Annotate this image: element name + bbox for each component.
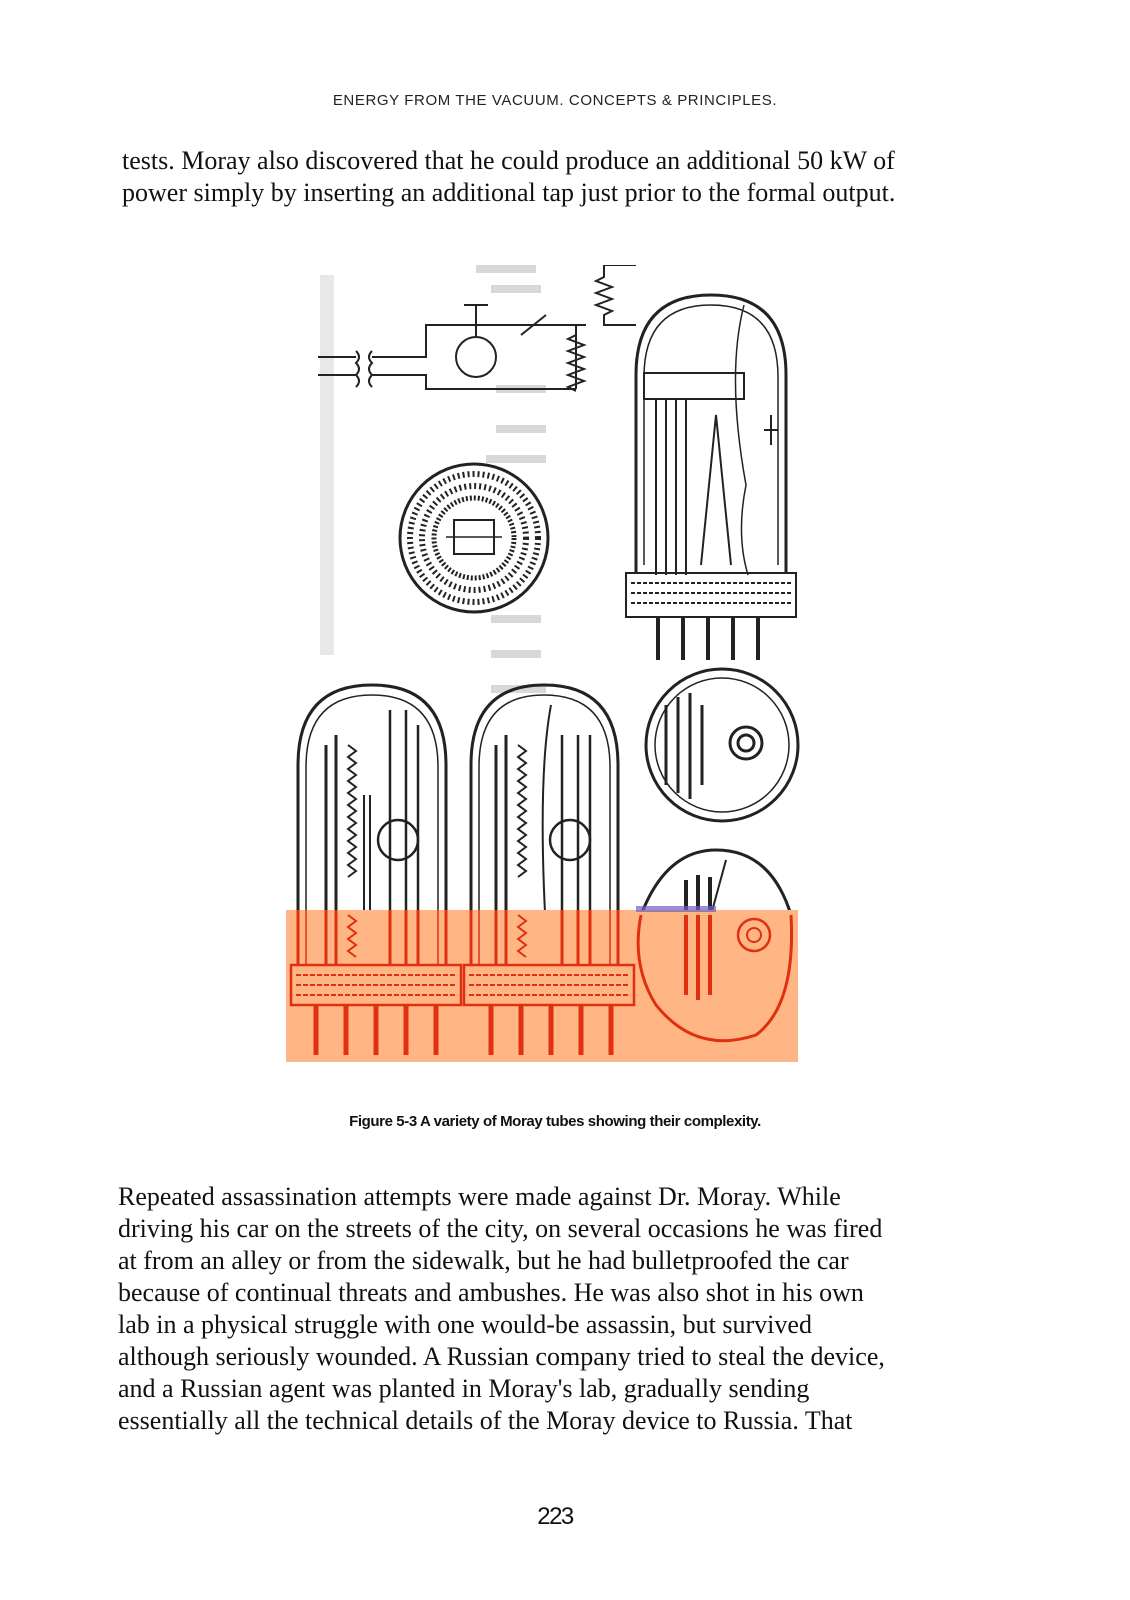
text-line: Repeated assassination attempts were made against Dr. Moray. While (118, 1182, 841, 1211)
body-paragraph-bottom (118, 1181, 1018, 1437)
moray-tubes-figure (286, 265, 811, 1090)
text-line: essentially all the technical details of the Moray device to Russia. That (118, 1406, 853, 1435)
page-number: 223 (537, 1503, 573, 1530)
figure-caption: Figure 5-3 A variety of Moray tubes showing their complexity. (349, 1113, 761, 1130)
round-tube-lower (641, 850, 791, 915)
circuit-diagram (318, 265, 636, 391)
text-line: power simply by inserting an additional tap just prior to the formal output. (122, 178, 896, 207)
dome-tube-right (626, 295, 796, 660)
highlight-artifact (636, 906, 716, 912)
round-tube-small (646, 669, 798, 821)
text-line: although seriously wounded. A Russian company tried to steal the device, (118, 1342, 885, 1371)
running-header: ENERGY FROM THE VACUUM. CONCEPTS & PRINCIPLES. (332, 92, 778, 109)
text-line: because of continual threats and ambushes. He was also shot in his own (118, 1278, 864, 1307)
round-tube-section (400, 464, 548, 612)
text-line: at from an alley or from the sidewalk, but he had bulletproofed the car (118, 1246, 849, 1275)
text-line: tests. Moray also discovered that he could produce an additional 50 kW of (122, 146, 895, 175)
text-line: driving his car on the streets of the city, on several occasions he was fired (118, 1214, 883, 1243)
text-line: lab in a physical struggle with one would-be assassin, but survived (118, 1310, 812, 1339)
moray-tubes-illustration (286, 265, 811, 1090)
bleed-through-text (320, 265, 546, 693)
text-line: and a Russian agent was planted in Moray's lab, gradually sending (118, 1374, 810, 1403)
body-paragraph-top (122, 145, 1002, 209)
